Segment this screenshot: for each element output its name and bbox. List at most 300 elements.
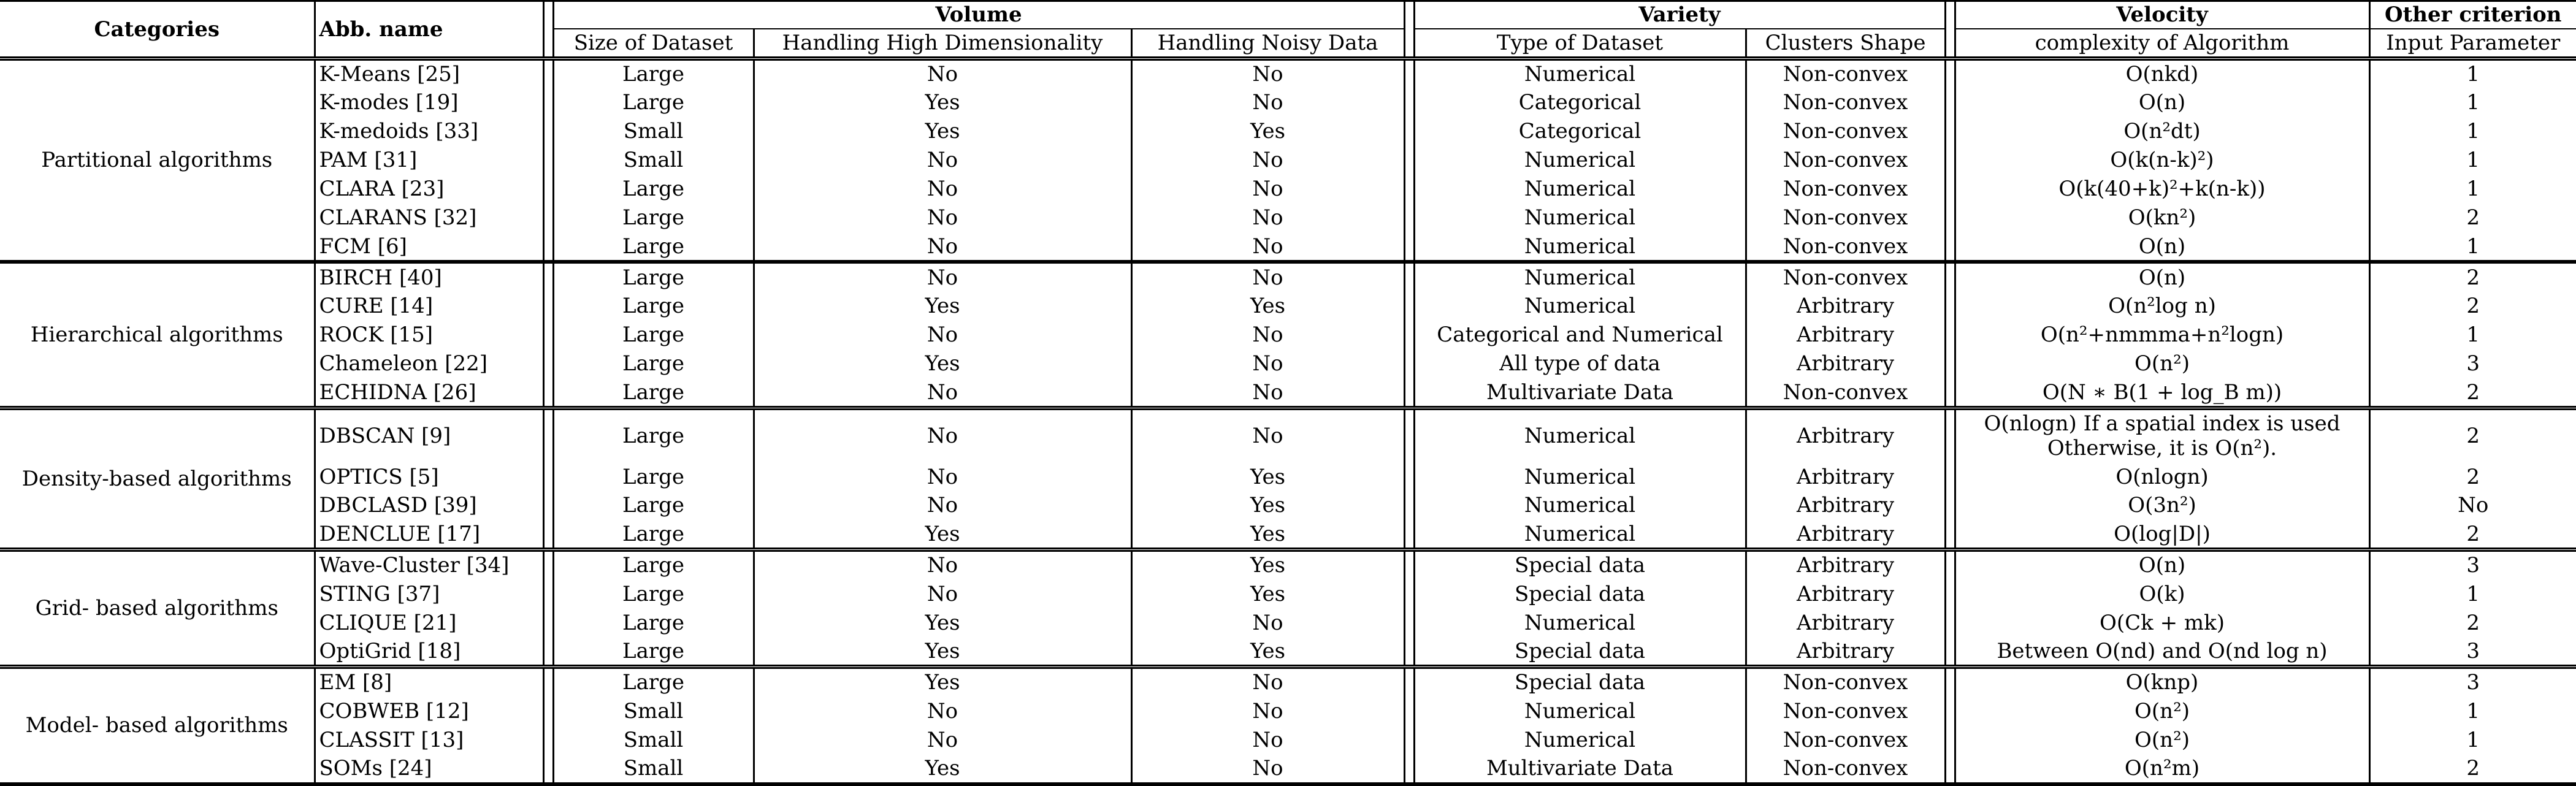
noisy-cell: No xyxy=(1252,610,1283,635)
input-cell: 2 xyxy=(2466,294,2480,319)
abb-name-cell: DBSCAN [9] xyxy=(319,424,451,449)
type-cell: Numerical xyxy=(1414,696,1746,725)
header-gap-2 xyxy=(1404,1,1414,58)
shape-cell: Arbitrary xyxy=(1796,294,1895,319)
gap-cell xyxy=(1945,520,1955,549)
input-cell: 2 xyxy=(2466,755,2480,780)
high-dim-cell: No xyxy=(754,462,1131,491)
type-cell: Special data xyxy=(1414,637,1746,666)
type-cell: Special data xyxy=(1414,551,1746,579)
shape-cell: Non-convex xyxy=(1783,119,1908,144)
abb-name-cell: DENCLUE [17] xyxy=(319,521,481,546)
noisy-cell: No xyxy=(1252,205,1283,231)
input-cell: 1 xyxy=(2466,62,2480,87)
size-cell: Large xyxy=(553,462,754,491)
gap-cell xyxy=(543,349,553,378)
gap-cell xyxy=(1945,232,1955,261)
gap-cell xyxy=(1945,378,1955,407)
gap-cell xyxy=(1404,520,1414,549)
gap-cell xyxy=(1945,754,1955,783)
gap-cell xyxy=(1404,59,1414,88)
size-cell: Large xyxy=(553,204,754,232)
gap-cell xyxy=(1945,579,1955,608)
shape-cell: Non-convex xyxy=(1783,90,1908,115)
complexity-cell: O(kn²) xyxy=(1955,204,2369,232)
header-shape: Clusters Shape xyxy=(1765,31,1926,56)
input-cell: 1 xyxy=(2466,148,2480,173)
input-cell: 2 xyxy=(2466,610,2480,635)
gap-cell xyxy=(1945,263,1955,292)
complexity-cell: O(Ck + mk) xyxy=(1955,608,2369,637)
size-cell: Large xyxy=(553,637,754,666)
gap-cell xyxy=(1945,668,1955,696)
abb-name-cell: STING [37] xyxy=(319,581,440,606)
abb-name-cell: SOMs [24] xyxy=(319,755,432,780)
abb-name-cell: CLARA [23] xyxy=(319,177,445,202)
size-cell: Large xyxy=(553,175,754,204)
gap-cell xyxy=(1945,637,1955,666)
shape-cell: Arbitrary xyxy=(1796,424,1895,449)
noisy-cell: Yes xyxy=(1250,464,1286,489)
category-cell: Model- based algorithms xyxy=(0,668,315,783)
noisy-cell: No xyxy=(1252,234,1283,259)
table-row xyxy=(0,292,2576,321)
type-cell: Numerical xyxy=(1414,520,1746,549)
header-velocity: Velocity xyxy=(1955,1,2369,29)
high-dim-cell: No xyxy=(754,725,1131,754)
gap-cell xyxy=(1945,491,1955,520)
category-cell: Hierarchical algorithms xyxy=(0,263,315,407)
shape-cell: Non-convex xyxy=(1783,177,1908,202)
abb-name-cell: ROCK [15] xyxy=(319,322,433,348)
gap-cell xyxy=(1404,146,1414,175)
input-cell: 2 xyxy=(2466,424,2480,449)
header-categories: Categories xyxy=(0,1,315,58)
gap-cell xyxy=(1945,349,1955,378)
gap-cell xyxy=(1404,117,1414,146)
type-cell: Multivariate Data xyxy=(1414,754,1746,783)
separator-cell xyxy=(0,783,2576,785)
noisy-cell: No xyxy=(1252,148,1283,173)
noisy-cell: No xyxy=(1252,177,1283,202)
type-cell: Numerical xyxy=(1414,292,1746,321)
high-dim-cell: No xyxy=(754,59,1131,88)
input-cell: 1 xyxy=(2466,322,2480,348)
size-cell: Large xyxy=(553,88,754,117)
gap-cell xyxy=(1945,696,1955,725)
gap-cell xyxy=(543,579,553,608)
size-cell: Large xyxy=(553,292,754,321)
noisy-cell: No xyxy=(1252,351,1283,376)
high-dim-cell: No xyxy=(754,579,1131,608)
header-high-dim: Handling High Dimensionality xyxy=(754,29,1131,58)
type-cell: Numerical xyxy=(1414,725,1746,754)
gap-cell xyxy=(543,146,553,175)
abb-name-cell: OptiGrid [18] xyxy=(319,638,461,663)
header-abb-name: Abb. name xyxy=(315,1,543,58)
gap-cell xyxy=(1945,462,1955,491)
input-cell: 2 xyxy=(2466,205,2480,231)
high-dim-cell: Yes xyxy=(754,520,1131,549)
high-dim-cell: No xyxy=(754,204,1131,232)
complexity-cell: O(k(n-k)²) xyxy=(1955,146,2369,175)
high-dim-cell: Yes xyxy=(754,349,1131,378)
size-cell: Large xyxy=(553,232,754,261)
header-gap-3 xyxy=(1945,1,1955,58)
type-cell: Numerical xyxy=(1414,204,1746,232)
category-cell: Density-based algorithms xyxy=(0,409,315,549)
size-cell: Large xyxy=(553,520,754,549)
input-cell: 2 xyxy=(2466,380,2480,405)
gap-cell xyxy=(1404,462,1414,491)
shape-cell: Non-convex xyxy=(1783,698,1908,723)
table-row xyxy=(0,175,2576,204)
input-cell: 1 xyxy=(2466,234,2480,259)
gap-cell xyxy=(1945,117,1955,146)
gap-cell xyxy=(1404,579,1414,608)
complexity-cell: O(n²m) xyxy=(1955,754,2369,783)
abb-name-cell: K-Means [25] xyxy=(319,62,461,87)
complexity-cell: O(n²) xyxy=(1955,725,2369,754)
abb-name-cell: CLIQUE [21] xyxy=(319,610,457,635)
input-cell: 1 xyxy=(2466,177,2480,202)
gap-cell xyxy=(1945,204,1955,232)
high-dim-cell: No xyxy=(754,321,1131,349)
type-cell: Numerical xyxy=(1414,146,1746,175)
gap-cell xyxy=(543,117,553,146)
header-complexity: complexity of Algorithm xyxy=(1955,29,2369,58)
input-cell: 3 xyxy=(2466,638,2480,663)
gap-cell xyxy=(1945,175,1955,204)
input-cell: 1 xyxy=(2466,698,2480,723)
abb-name-cell: Wave-Cluster [34] xyxy=(319,553,510,578)
table-row xyxy=(0,725,2576,754)
gap-cell xyxy=(543,668,553,696)
gap-cell xyxy=(1404,349,1414,378)
size-cell: Large xyxy=(553,409,754,462)
size-cell: Large xyxy=(553,579,754,608)
abb-name-cell: ECHIDNA [26] xyxy=(319,380,476,405)
gap-cell xyxy=(1404,292,1414,321)
noisy-cell: No xyxy=(1252,424,1283,449)
high-dim-cell: No xyxy=(754,263,1131,292)
complexity-cell: O(knp) xyxy=(1955,668,2369,696)
type-cell: All type of data xyxy=(1414,349,1746,378)
gap-cell xyxy=(1945,292,1955,321)
high-dim-cell: No xyxy=(754,378,1131,407)
abb-name-cell: OPTICS [5] xyxy=(319,464,439,489)
high-dim-cell: Yes xyxy=(754,754,1131,783)
size-cell: Small xyxy=(553,754,754,783)
gap-cell xyxy=(543,175,553,204)
gap-cell xyxy=(543,59,553,88)
gap-cell xyxy=(543,754,553,783)
gap-cell xyxy=(543,88,553,117)
shape-cell: Non-convex xyxy=(1783,727,1908,752)
gap-cell xyxy=(1404,696,1414,725)
complexity-cell: O(n²) xyxy=(1955,696,2369,725)
size-cell: Large xyxy=(553,551,754,579)
gap-cell xyxy=(1404,321,1414,349)
abb-name-cell: K-modes [19] xyxy=(319,90,459,115)
gap-cell xyxy=(1404,491,1414,520)
gap-cell xyxy=(543,462,553,491)
complexity-cell: O(n) xyxy=(1955,263,2369,292)
type-cell: Numerical xyxy=(1414,232,1746,261)
high-dim-cell: No xyxy=(754,232,1131,261)
high-dim-cell: No xyxy=(754,409,1131,462)
abb-name-cell: CURE [14] xyxy=(319,294,434,319)
gap-cell xyxy=(1945,409,1955,462)
gap-cell xyxy=(1404,175,1414,204)
gap-cell xyxy=(1404,608,1414,637)
table-body xyxy=(0,1,2576,785)
complexity-cell: O(k(40+k)²+k(n-k)) xyxy=(1955,175,2369,204)
table-row xyxy=(0,637,2576,666)
shape-cell: Non-convex xyxy=(1783,148,1908,173)
type-cell: Numerical xyxy=(1414,409,1746,462)
type-cell: Multivariate Data xyxy=(1414,378,1746,407)
table-row xyxy=(0,551,2576,579)
complexity-cell: O(n) xyxy=(1955,551,2369,579)
noisy-cell: Yes xyxy=(1250,294,1286,319)
high-dim-cell: No xyxy=(754,551,1131,579)
complexity-cell: O(n) xyxy=(1955,232,2369,261)
gap-cell xyxy=(1404,551,1414,579)
gap-cell xyxy=(543,725,553,754)
type-cell: Numerical xyxy=(1414,59,1746,88)
input-cell: 2 xyxy=(2466,521,2480,546)
shape-cell: Arbitrary xyxy=(1796,581,1895,606)
gap-cell xyxy=(1945,551,1955,579)
complexity-cell: O(N ∗ B(1 + log_B m)) xyxy=(1955,378,2369,407)
header-row-top xyxy=(0,1,2576,29)
size-cell: Large xyxy=(553,349,754,378)
bottom-rule xyxy=(0,783,2576,785)
input-cell: 3 xyxy=(2466,351,2480,376)
table-row xyxy=(0,378,2576,407)
gap-cell xyxy=(543,608,553,637)
type-cell: Categorical and Numerical xyxy=(1414,321,1746,349)
noisy-cell: Yes xyxy=(1250,493,1286,518)
gap-cell xyxy=(1945,146,1955,175)
high-dim-cell: Yes xyxy=(754,88,1131,117)
category-cell: Partitional algorithms xyxy=(0,59,315,261)
table-row xyxy=(0,232,2576,261)
gap-cell xyxy=(543,292,553,321)
header-other: Other criterion xyxy=(2369,1,2576,29)
shape-cell: Arbitrary xyxy=(1796,351,1895,376)
table-row xyxy=(0,146,2576,175)
complexity-cell: O(log|D|) xyxy=(1955,520,2369,549)
noisy-cell: No xyxy=(1252,670,1283,695)
table-row xyxy=(0,696,2576,725)
header-type: Type of Dataset xyxy=(1414,29,1746,58)
header-size: Size of Dataset xyxy=(553,29,754,58)
table-row xyxy=(0,349,2576,378)
table-row xyxy=(0,263,2576,292)
noisy-cell: No xyxy=(1252,755,1283,780)
high-dim-cell: Yes xyxy=(754,637,1131,666)
size-cell: Small xyxy=(553,117,754,146)
noisy-cell: No xyxy=(1252,380,1283,405)
abb-name-cell: CLASSIT [13] xyxy=(319,727,464,752)
noisy-cell: Yes xyxy=(1250,553,1286,578)
gap-cell xyxy=(1404,88,1414,117)
header-variety: Variety xyxy=(1414,1,1945,29)
size-cell: Large xyxy=(553,59,754,88)
complexity-cell: O(n²+nmmma+n²logn) xyxy=(1955,321,2369,349)
input-cell: 2 xyxy=(2466,464,2480,489)
gap-cell xyxy=(543,520,553,549)
abb-name-cell: Chameleon [22] xyxy=(319,351,488,376)
size-cell: Small xyxy=(553,696,754,725)
table-row xyxy=(0,462,2576,491)
gap-cell xyxy=(543,696,553,725)
complexity-cell: O(k) xyxy=(1955,579,2369,608)
gap-cell xyxy=(1945,321,1955,349)
high-dim-cell: No xyxy=(754,146,1131,175)
gap-cell xyxy=(1404,668,1414,696)
table-row xyxy=(0,117,2576,146)
gap-cell xyxy=(1404,754,1414,783)
type-cell: Categorical xyxy=(1414,88,1746,117)
gap-cell xyxy=(543,321,553,349)
high-dim-cell: No xyxy=(754,491,1131,520)
gap-cell xyxy=(1945,608,1955,637)
shape-cell: Non-convex xyxy=(1783,205,1908,231)
gap-cell xyxy=(1404,409,1414,462)
gap-cell xyxy=(1945,88,1955,117)
size-cell: Large xyxy=(553,668,754,696)
abb-name-cell: K-medoids [33] xyxy=(319,119,479,144)
type-cell: Numerical xyxy=(1414,491,1746,520)
size-cell: Large xyxy=(553,378,754,407)
abb-name-cell: CLARANS [32] xyxy=(319,205,477,231)
shape-cell: Non-convex xyxy=(1783,265,1908,291)
size-cell: Small xyxy=(553,146,754,175)
gap-cell xyxy=(543,491,553,520)
abb-name-cell: EM [8] xyxy=(319,670,392,695)
table-row xyxy=(0,608,2576,637)
shape-cell: Non-convex xyxy=(1783,755,1908,780)
input-cell: 2 xyxy=(2466,265,2480,291)
gap-cell xyxy=(543,263,553,292)
input-cell: 3 xyxy=(2466,670,2480,695)
complexity-cell: O(3n²) xyxy=(1955,491,2369,520)
input-cell: No xyxy=(2458,493,2489,518)
shape-cell: Arbitrary xyxy=(1796,610,1895,635)
header-noisy: Handling Noisy Data xyxy=(1157,31,1378,56)
abb-name-cell: BIRCH [40] xyxy=(319,265,442,291)
shape-cell: Arbitrary xyxy=(1796,521,1895,546)
type-cell: Numerical xyxy=(1414,608,1746,637)
noisy-cell: No xyxy=(1252,265,1283,291)
shape-cell: Non-convex xyxy=(1783,62,1908,87)
shape-cell: Arbitrary xyxy=(1796,322,1895,348)
size-cell: Small xyxy=(553,725,754,754)
table-row xyxy=(0,668,2576,696)
shape-cell: Non-convex xyxy=(1783,670,1908,695)
noisy-cell: Yes xyxy=(1250,521,1286,546)
noisy-cell: No xyxy=(1252,322,1283,348)
shape-cell: Non-convex xyxy=(1783,234,1908,259)
gap-cell xyxy=(543,551,553,579)
complexity-cell: O(n²dt) xyxy=(1955,117,2369,146)
complexity-cell: Between O(nd) and O(nd log n) xyxy=(1955,637,2369,666)
header-input: Input Parameter xyxy=(2386,31,2561,56)
table-row xyxy=(0,491,2576,520)
size-cell: Large xyxy=(553,608,754,637)
size-cell: Large xyxy=(553,491,754,520)
header-gap-1 xyxy=(543,1,553,58)
gap-cell xyxy=(543,409,553,462)
type-cell: Special data xyxy=(1414,668,1746,696)
shape-cell: Arbitrary xyxy=(1796,553,1895,578)
input-cell: 3 xyxy=(2466,553,2480,578)
complexity-cell: O(n²log n) xyxy=(1955,292,2369,321)
abb-name-cell: FCM [6] xyxy=(319,234,407,259)
high-dim-cell: Yes xyxy=(754,608,1131,637)
category-cell: Grid- based algorithms xyxy=(0,551,315,666)
input-cell: 1 xyxy=(2466,727,2480,752)
high-dim-cell: Yes xyxy=(754,668,1131,696)
gap-cell xyxy=(1945,59,1955,88)
complexity-cell: O(n²) xyxy=(1955,349,2369,378)
type-cell: Special data xyxy=(1414,579,1746,608)
shape-cell: Arbitrary xyxy=(1796,464,1895,489)
table-row xyxy=(0,88,2576,117)
size-cell: Large xyxy=(553,263,754,292)
noisy-cell: No xyxy=(1252,727,1283,752)
type-cell: Numerical xyxy=(1414,175,1746,204)
abb-name-cell: PAM [31] xyxy=(319,148,418,173)
input-cell: 1 xyxy=(2466,581,2480,606)
high-dim-cell: Yes xyxy=(754,117,1131,146)
complexity-cell: O(n) xyxy=(1955,88,2369,117)
noisy-cell: Yes xyxy=(1250,581,1286,606)
abb-name-cell: COBWEB [12] xyxy=(319,698,469,723)
input-cell: 1 xyxy=(2466,90,2480,115)
table-row xyxy=(0,520,2576,549)
gap-cell xyxy=(1404,637,1414,666)
noisy-cell: No xyxy=(1252,90,1283,115)
table-row xyxy=(0,754,2576,783)
table-row xyxy=(0,579,2576,608)
gap-cell xyxy=(1404,263,1414,292)
header-volume: Volume xyxy=(553,1,1404,29)
table-row xyxy=(0,321,2576,349)
gap-cell xyxy=(1404,725,1414,754)
gap-cell xyxy=(543,232,553,261)
type-cell: Categorical xyxy=(1414,117,1746,146)
noisy-cell: Yes xyxy=(1250,119,1286,144)
table-row xyxy=(0,409,2576,462)
shape-cell: Non-convex xyxy=(1783,380,1908,405)
shape-cell: Arbitrary xyxy=(1796,638,1895,663)
complexity-cell: O(nlogn) xyxy=(1955,462,2369,491)
complexity-cell: O(nlogn) If a spatial index is used Otherwise, it is O(n²). xyxy=(1955,409,2369,462)
high-dim-cell: No xyxy=(754,696,1131,725)
table-row xyxy=(0,204,2576,232)
gap-cell xyxy=(1404,378,1414,407)
high-dim-cell: Yes xyxy=(754,292,1131,321)
gap-cell xyxy=(543,637,553,666)
gap-cell xyxy=(1404,204,1414,232)
complexity-cell: O(nkd) xyxy=(1955,59,2369,88)
gap-cell xyxy=(543,378,553,407)
high-dim-cell: No xyxy=(754,175,1131,204)
